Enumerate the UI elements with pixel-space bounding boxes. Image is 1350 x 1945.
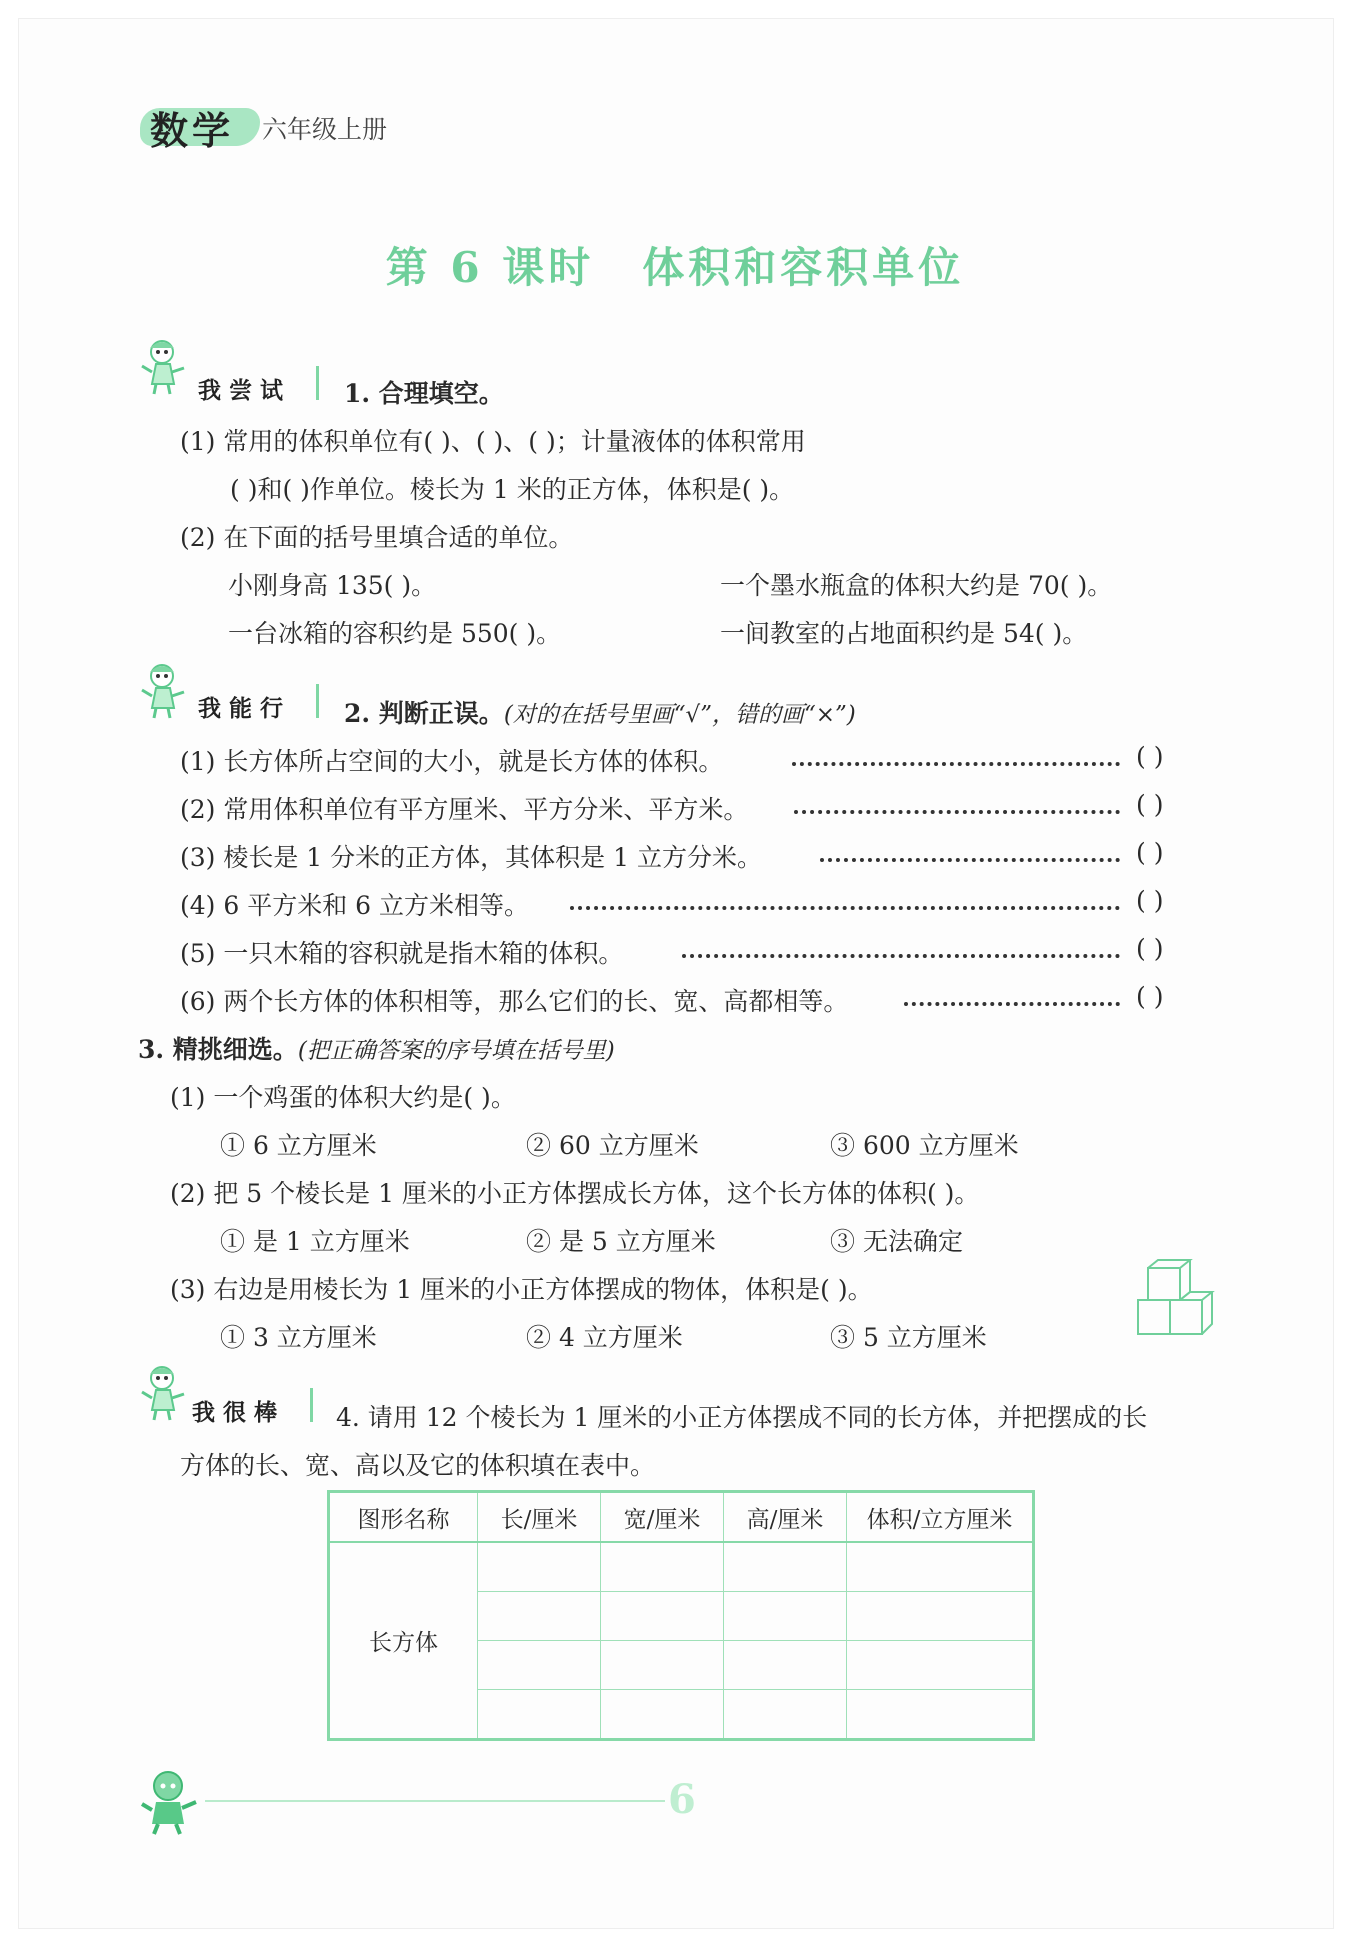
q1-item: 一间教室的占地面积约是 54( )。 — [720, 619, 1088, 648]
table-header: 宽/厘米 — [601, 1492, 724, 1543]
leader-dots — [820, 858, 1120, 862]
answer-cell[interactable] — [601, 1641, 724, 1690]
row-label: 长方体 — [329, 1542, 478, 1740]
q2-title — [344, 694, 856, 730]
q1-item: 一台冰箱的容积约是 550( )。 — [228, 619, 562, 648]
answer-bracket: ( ) — [1136, 838, 1164, 867]
q2-item: (1) 长方体所占空间的大小，就是长方体的体积。 — [180, 747, 724, 776]
answer-bracket: ( ) — [1136, 886, 1164, 915]
badge-divider — [310, 1388, 313, 1422]
q3-option: ① 3 立方厘米 — [220, 1323, 377, 1352]
answer-bracket: ( ) — [1136, 742, 1164, 771]
section-badge-great: 我很棒 — [192, 1400, 285, 1426]
answer-cell[interactable] — [601, 1690, 724, 1740]
answer-cell[interactable] — [724, 1542, 847, 1592]
answer-cell[interactable] — [601, 1542, 724, 1592]
q3-question: (1) 一个鸡蛋的体积大约是( )。 — [170, 1083, 516, 1112]
answer-cell[interactable] — [847, 1641, 1034, 1690]
q3-question: (3) 右边是用棱长为 1 厘米的小正方体摆成的物体，体积是( )。 — [170, 1275, 873, 1304]
footer-mascot-icon — [138, 1766, 206, 1836]
table-row — [329, 1542, 1034, 1592]
leader-dots — [570, 906, 1120, 910]
lesson-name: 体积和容积单位 — [642, 243, 965, 292]
q3-title-text: 3. 精挑细选。 — [138, 1035, 298, 1064]
subject-title: 数学 — [150, 109, 235, 153]
page-number: 6 — [668, 1776, 696, 1823]
leader-dots — [682, 954, 1120, 958]
answer-cell[interactable] — [847, 1542, 1034, 1592]
leader-dots — [794, 810, 1120, 814]
q3-question: (2) 把 5 个棱长是 1 厘米的小正方体摆成长方体，这个长方体的体积( )。 — [170, 1179, 980, 1208]
mascot-icon — [140, 660, 196, 722]
section-badge-try: 我尝试 — [198, 378, 291, 404]
footer-divider — [205, 1800, 665, 1802]
q1-item: 一个墨水瓶盒的体积大约是 70( )。 — [720, 571, 1113, 600]
q2-note: (对的在括号里画“√”，错的画“×”) — [503, 702, 856, 728]
q3-option: ② 60 立方厘米 — [526, 1131, 699, 1160]
badge-divider — [316, 366, 319, 400]
answer-cell[interactable] — [478, 1690, 601, 1740]
q2-item: (2) 常用体积单位有平方厘米、平方分米、平方米。 — [180, 795, 749, 824]
q2-item: (3) 棱长是 1 分米的正方体，其体积是 1 立方分米。 — [180, 843, 762, 872]
answer-bracket: ( ) — [1136, 982, 1164, 1011]
mascot-icon — [140, 336, 196, 398]
q1-part2: (2) 在下面的括号里填合适的单位。 — [180, 523, 574, 552]
answer-cell[interactable] — [847, 1690, 1034, 1740]
q2-title-text: 2. 判断正误。 — [344, 699, 504, 728]
q1-part1-line1: (1) 常用的体积单位有( )、( )、( )；计量液体的体积常用 — [180, 427, 806, 456]
cube-stack-figure — [1136, 1258, 1226, 1348]
q1-part1-line2: ( )和( )作单位。棱长为 1 米的正方体，体积是( )。 — [230, 475, 795, 504]
q1-title: 1. 合理填空。 — [344, 379, 504, 408]
table-header: 图形名称 — [329, 1492, 478, 1543]
grade-label: 六年级上册 — [262, 115, 388, 144]
answer-cell[interactable] — [724, 1690, 847, 1740]
answer-bracket: ( ) — [1136, 790, 1164, 819]
q2-item: (5) 一只木箱的容积就是指木箱的体积。 — [180, 939, 624, 968]
answer-cell[interactable] — [847, 1592, 1034, 1641]
q3-option: ② 4 立方厘米 — [526, 1323, 683, 1352]
q3-option: ① 6 立方厘米 — [220, 1131, 377, 1160]
q3-option: ③ 无法确定 — [830, 1227, 963, 1256]
q2-item: (4) 6 平方米和 6 立方米相等。 — [180, 891, 530, 920]
q3-note: (把正确答案的序号填在括号里) — [297, 1038, 615, 1064]
q1-item: 小刚身高 135( )。 — [228, 571, 437, 600]
q3-option: ① 是 1 立方厘米 — [220, 1227, 410, 1256]
table-header: 高/厘米 — [724, 1492, 847, 1543]
q3-option: ② 是 5 立方厘米 — [526, 1227, 716, 1256]
answer-cell[interactable] — [478, 1592, 601, 1641]
leader-dots — [904, 1002, 1120, 1006]
q3-title — [138, 1030, 615, 1066]
answer-bracket: ( ) — [1136, 934, 1164, 963]
lesson-title — [0, 235, 1350, 295]
answer-cell[interactable] — [601, 1592, 724, 1641]
q3-option: ③ 600 立方厘米 — [830, 1131, 1019, 1160]
answer-cell[interactable] — [478, 1542, 601, 1592]
q4-line1: 4. 请用 12 个棱长为 1 厘米的小正方体摆成不同的长方体，并把摆成的长 — [336, 1403, 1148, 1432]
lesson-number: 第 6 课时 — [385, 243, 595, 292]
answer-cell[interactable] — [478, 1641, 601, 1690]
answer-cell[interactable] — [724, 1641, 847, 1690]
table-header: 体积/立方厘米 — [847, 1492, 1034, 1543]
badge-divider — [316, 684, 319, 718]
leader-dots — [792, 762, 1120, 766]
q3-option: ③ 5 立方厘米 — [830, 1323, 987, 1352]
mascot-icon — [140, 1362, 196, 1424]
table-header: 长/厘米 — [478, 1492, 601, 1543]
q4-line2: 方体的长、宽、高以及它的体积填在表中。 — [180, 1451, 656, 1480]
answer-cell[interactable] — [724, 1592, 847, 1641]
answer-table — [327, 1490, 1035, 1741]
table-header-row — [329, 1492, 1034, 1543]
section-badge-can: 我能行 — [198, 696, 291, 722]
q2-item: (6) 两个长方体的体积相等，那么它们的长、宽、高都相等。 — [180, 987, 849, 1016]
